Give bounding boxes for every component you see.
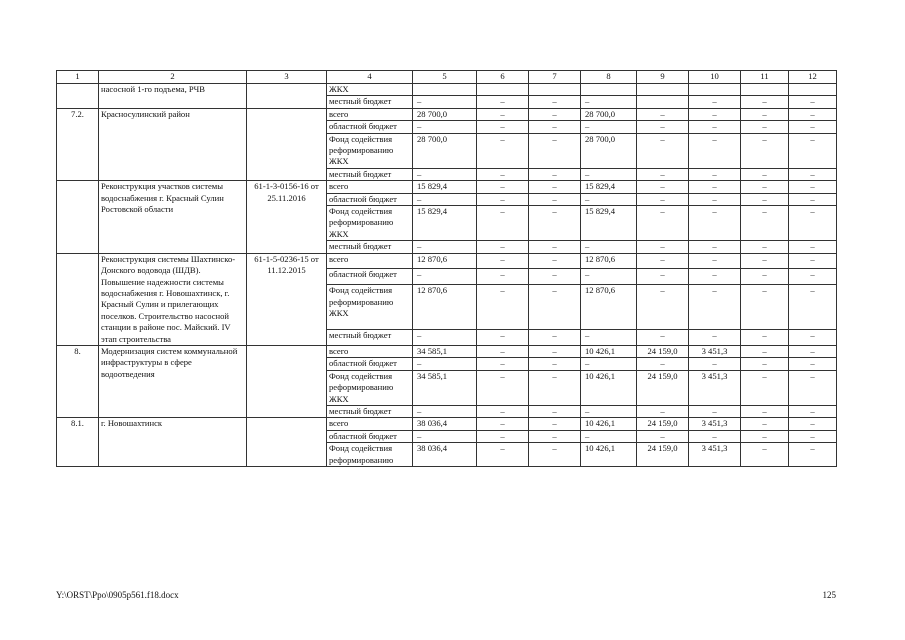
funding-source: Фонд содействия реформированию ЖКХ xyxy=(327,133,413,168)
table-row xyxy=(57,345,837,357)
object-name: г. Новошахтинск xyxy=(99,418,247,467)
value-cell: – xyxy=(637,330,689,346)
value-cell: – xyxy=(689,193,741,205)
value-cell: – xyxy=(529,358,581,370)
value-cell: – xyxy=(581,168,637,180)
value-cell: – xyxy=(741,108,789,120)
value-cell: – xyxy=(741,181,789,193)
value-cell: – xyxy=(637,168,689,180)
page-number: 125 xyxy=(822,590,836,600)
value-cell: – xyxy=(689,181,741,193)
object-name: Реконструкция системы Шахтинско-Донского водовода (ШДВ). Повышение надежности системы водоснабжения г. Новошахтинск, г. Красный Сулин и прилегающих поселков. Строительство насосной станции в районе пос. Майский. IV этап строительства xyxy=(99,253,247,345)
funding-source: областной бюджет xyxy=(327,430,413,442)
value-cell: – xyxy=(529,285,581,330)
value-cell: – xyxy=(477,253,529,269)
value-cell: – xyxy=(789,193,837,205)
value-cell: – xyxy=(789,285,837,330)
funding-source: всего xyxy=(327,108,413,120)
expertise-code: 61-1-5-0236-15 от 11.12.2015 xyxy=(247,253,327,345)
value-cell: – xyxy=(477,168,529,180)
column-header: 2 xyxy=(99,71,247,84)
value-cell: – xyxy=(789,181,837,193)
value-cell: – xyxy=(689,241,741,253)
value-cell: – xyxy=(477,241,529,253)
value-cell: – xyxy=(789,253,837,269)
value-cell xyxy=(741,84,789,96)
value-cell: – xyxy=(689,168,741,180)
value-cell: – xyxy=(689,358,741,370)
budget-table xyxy=(56,70,837,467)
value-cell: – xyxy=(789,443,837,467)
table-row xyxy=(57,253,837,269)
value-cell: – xyxy=(413,405,477,417)
value-cell: – xyxy=(689,269,741,285)
value-cell: – xyxy=(689,206,741,241)
value-cell: – xyxy=(529,193,581,205)
value-cell xyxy=(581,84,637,96)
value-cell: – xyxy=(789,206,837,241)
value-cell: 15 829,4 xyxy=(581,206,637,241)
value-cell: – xyxy=(581,193,637,205)
value-cell: 10 426,1 xyxy=(581,345,637,357)
value-cell: 12 870,6 xyxy=(581,285,637,330)
value-cell: – xyxy=(529,96,581,108)
funding-source: местный бюджет xyxy=(327,168,413,180)
value-cell: – xyxy=(689,108,741,120)
value-cell: – xyxy=(529,443,581,467)
value-cell: 24 159,0 xyxy=(637,370,689,405)
value-cell: – xyxy=(413,168,477,180)
value-cell: 15 829,4 xyxy=(413,181,477,193)
funding-source: Фонд содействия реформированию xyxy=(327,443,413,467)
value-cell: – xyxy=(581,330,637,346)
value-cell: 24 159,0 xyxy=(637,443,689,467)
document-page xyxy=(56,70,836,467)
column-header: 7 xyxy=(529,71,581,84)
funding-source: Фонд содействия реформированию ЖКХ xyxy=(327,206,413,241)
value-cell: 15 829,4 xyxy=(413,206,477,241)
funding-source: всего xyxy=(327,181,413,193)
value-cell: 28 700,0 xyxy=(581,108,637,120)
value-cell: – xyxy=(741,193,789,205)
value-cell: – xyxy=(637,193,689,205)
value-cell: – xyxy=(741,206,789,241)
value-cell: – xyxy=(741,133,789,168)
value-cell: 28 700,0 xyxy=(413,133,477,168)
value-cell: – xyxy=(529,206,581,241)
value-cell: – xyxy=(637,206,689,241)
value-cell: 24 159,0 xyxy=(637,418,689,430)
table-row xyxy=(57,108,837,120)
value-cell: – xyxy=(741,370,789,405)
funding-source: областной бюджет xyxy=(327,269,413,285)
file-path: Y:\ORST\Ppo\0905p561.f18.docx xyxy=(56,590,179,600)
value-cell: – xyxy=(529,108,581,120)
value-cell: – xyxy=(789,345,837,357)
funding-source: Фонд содействия реформированию ЖКХ xyxy=(327,285,413,330)
value-cell: – xyxy=(741,418,789,430)
value-cell: 12 870,6 xyxy=(413,285,477,330)
value-cell: – xyxy=(477,418,529,430)
value-cell: – xyxy=(637,405,689,417)
value-cell: – xyxy=(789,121,837,133)
value-cell: – xyxy=(477,181,529,193)
value-cell: – xyxy=(789,133,837,168)
funding-source: областной бюджет xyxy=(327,193,413,205)
value-cell: – xyxy=(741,430,789,442)
funding-source: Фонд содействия реформированию ЖКХ xyxy=(327,370,413,405)
value-cell: – xyxy=(741,121,789,133)
value-cell: – xyxy=(477,443,529,467)
value-cell: – xyxy=(529,430,581,442)
value-cell: – xyxy=(789,358,837,370)
value-cell: – xyxy=(741,345,789,357)
column-header: 6 xyxy=(477,71,529,84)
value-cell: – xyxy=(477,285,529,330)
value-cell: – xyxy=(477,370,529,405)
value-cell: – xyxy=(637,269,689,285)
value-cell: – xyxy=(741,241,789,253)
value-cell: – xyxy=(741,253,789,269)
row-number: 7.2. xyxy=(57,108,99,180)
value-cell: – xyxy=(581,358,637,370)
expertise-code xyxy=(247,84,327,109)
funding-source: всего xyxy=(327,418,413,430)
value-cell: – xyxy=(741,405,789,417)
value-cell: 28 700,0 xyxy=(581,133,637,168)
page-footer xyxy=(56,590,836,602)
value-cell: – xyxy=(741,358,789,370)
value-cell: – xyxy=(789,96,837,108)
value-cell: – xyxy=(529,269,581,285)
object-name: Красносулинский район xyxy=(99,108,247,180)
value-cell: – xyxy=(413,193,477,205)
value-cell: – xyxy=(689,330,741,346)
value-cell: – xyxy=(789,405,837,417)
column-header: 4 xyxy=(327,71,413,84)
value-cell: – xyxy=(477,206,529,241)
value-cell: – xyxy=(741,269,789,285)
value-cell: – xyxy=(637,285,689,330)
column-header: 3 xyxy=(247,71,327,84)
value-cell: – xyxy=(477,358,529,370)
value-cell: – xyxy=(413,241,477,253)
value-cell: – xyxy=(477,133,529,168)
value-cell: – xyxy=(477,330,529,346)
value-cell: – xyxy=(477,121,529,133)
value-cell: – xyxy=(637,253,689,269)
table-body xyxy=(57,84,837,467)
value-cell: – xyxy=(741,443,789,467)
expertise-code xyxy=(247,345,327,417)
column-header: 11 xyxy=(741,71,789,84)
table-row xyxy=(57,418,837,430)
row-number xyxy=(57,181,99,253)
value-cell: 15 829,4 xyxy=(581,181,637,193)
column-header: 10 xyxy=(689,71,741,84)
value-cell: – xyxy=(637,133,689,168)
funding-source: всего xyxy=(327,253,413,269)
value-cell: 12 870,6 xyxy=(413,253,477,269)
value-cell: – xyxy=(789,370,837,405)
value-cell: – xyxy=(413,330,477,346)
value-cell: – xyxy=(789,269,837,285)
value-cell: – xyxy=(477,96,529,108)
value-cell: – xyxy=(741,285,789,330)
value-cell: – xyxy=(689,285,741,330)
value-cell: 24 159,0 xyxy=(637,345,689,357)
funding-source: местный бюджет xyxy=(327,96,413,108)
column-header: 1 xyxy=(57,71,99,84)
value-cell: – xyxy=(477,269,529,285)
value-cell: – xyxy=(529,405,581,417)
value-cell: – xyxy=(477,405,529,417)
value-cell: – xyxy=(413,430,477,442)
value-cell: 3 451,3 xyxy=(689,370,741,405)
column-header: 12 xyxy=(789,71,837,84)
value-cell: – xyxy=(637,430,689,442)
column-header: 5 xyxy=(413,71,477,84)
table-row xyxy=(57,84,837,96)
value-cell: – xyxy=(529,168,581,180)
value-cell: – xyxy=(689,253,741,269)
value-cell: 38 036,4 xyxy=(413,418,477,430)
value-cell: – xyxy=(581,405,637,417)
value-cell: – xyxy=(477,193,529,205)
value-cell: – xyxy=(529,133,581,168)
funding-source: областной бюджет xyxy=(327,121,413,133)
value-cell: – xyxy=(789,418,837,430)
value-cell xyxy=(477,84,529,96)
column-header: 9 xyxy=(637,71,689,84)
value-cell: – xyxy=(413,121,477,133)
object-name: насосной 1-го подъема, РЧВ xyxy=(99,84,247,109)
value-cell: 10 426,1 xyxy=(581,418,637,430)
value-cell: – xyxy=(477,108,529,120)
value-cell: – xyxy=(477,345,529,357)
row-number: 8. xyxy=(57,345,99,417)
value-cell: – xyxy=(529,345,581,357)
value-cell: – xyxy=(637,358,689,370)
value-cell xyxy=(529,84,581,96)
value-cell: – xyxy=(637,181,689,193)
value-cell xyxy=(637,96,689,108)
value-cell: – xyxy=(529,370,581,405)
expertise-code: 61-1-3-0156-16 от 25.11.2016 xyxy=(247,181,327,253)
value-cell: – xyxy=(529,121,581,133)
funding-source: местный бюджет xyxy=(327,330,413,346)
value-cell: 28 700,0 xyxy=(413,108,477,120)
column-header: 8 xyxy=(581,71,637,84)
value-cell: – xyxy=(637,241,689,253)
value-cell: 12 870,6 xyxy=(581,253,637,269)
value-cell: – xyxy=(529,181,581,193)
value-cell: – xyxy=(529,418,581,430)
value-cell: 34 585,1 xyxy=(413,370,477,405)
value-cell xyxy=(413,84,477,96)
value-cell: – xyxy=(413,358,477,370)
value-cell: 3 451,3 xyxy=(689,345,741,357)
value-cell: – xyxy=(789,430,837,442)
value-cell: – xyxy=(637,121,689,133)
value-cell: – xyxy=(741,330,789,346)
funding-source: областной бюджет xyxy=(327,358,413,370)
row-number xyxy=(57,84,99,109)
value-cell: – xyxy=(529,330,581,346)
value-cell: – xyxy=(789,241,837,253)
value-cell: – xyxy=(689,121,741,133)
table-header-row xyxy=(57,71,837,84)
expertise-code xyxy=(247,108,327,180)
value-cell: – xyxy=(741,168,789,180)
value-cell: – xyxy=(529,253,581,269)
value-cell: – xyxy=(689,133,741,168)
funding-source: местный бюджет xyxy=(327,405,413,417)
row-number: 8.1. xyxy=(57,418,99,467)
value-cell: – xyxy=(689,96,741,108)
value-cell: 10 426,1 xyxy=(581,443,637,467)
value-cell: – xyxy=(689,430,741,442)
table-row xyxy=(57,181,837,193)
value-cell: 10 426,1 xyxy=(581,370,637,405)
value-cell: – xyxy=(413,269,477,285)
object-name: Реконструкция участков системы водоснабжения г. Красный Сулин Ростовской области xyxy=(99,181,247,253)
value-cell: – xyxy=(581,241,637,253)
value-cell: – xyxy=(581,121,637,133)
value-cell: – xyxy=(689,405,741,417)
value-cell: – xyxy=(637,108,689,120)
funding-source: местный бюджет xyxy=(327,241,413,253)
value-cell: 34 585,1 xyxy=(413,345,477,357)
value-cell: 38 036,4 xyxy=(413,443,477,467)
value-cell: – xyxy=(789,330,837,346)
row-number xyxy=(57,253,99,345)
value-cell xyxy=(689,84,741,96)
value-cell: 3 451,3 xyxy=(689,418,741,430)
value-cell: – xyxy=(529,241,581,253)
funding-source: ЖКХ xyxy=(327,84,413,96)
value-cell: – xyxy=(413,96,477,108)
value-cell: – xyxy=(741,96,789,108)
value-cell: – xyxy=(581,430,637,442)
value-cell: – xyxy=(789,168,837,180)
value-cell: – xyxy=(581,269,637,285)
value-cell: – xyxy=(581,96,637,108)
value-cell xyxy=(789,84,837,96)
funding-source: всего xyxy=(327,345,413,357)
expertise-code xyxy=(247,418,327,467)
value-cell: – xyxy=(477,430,529,442)
value-cell: 3 451,3 xyxy=(689,443,741,467)
value-cell: – xyxy=(789,108,837,120)
value-cell xyxy=(637,84,689,96)
object-name: Модернизация систем коммунальной инфраструктуры в сфере водоотведения xyxy=(99,345,247,417)
